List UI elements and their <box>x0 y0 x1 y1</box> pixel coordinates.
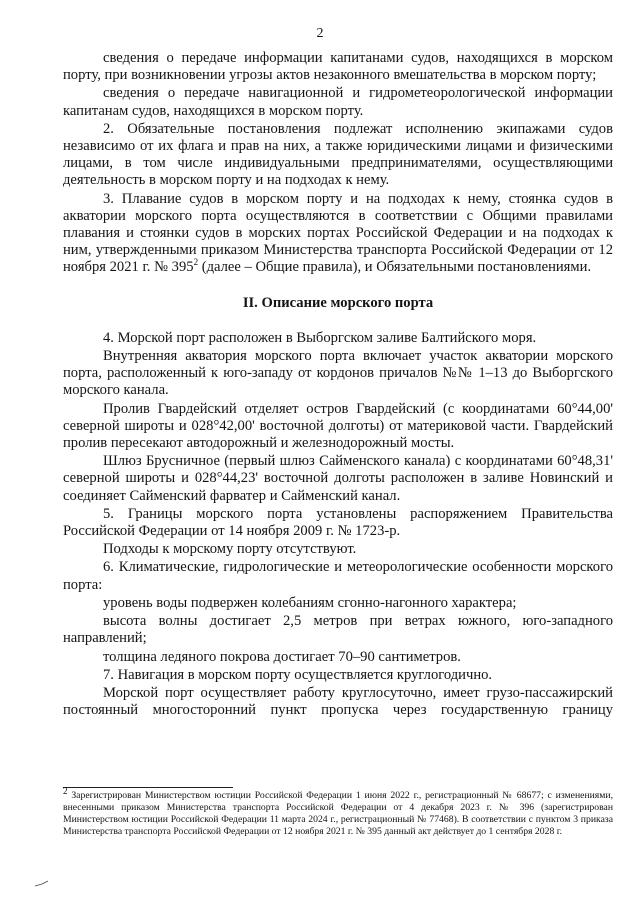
paragraph: сведения о передаче информации капитанами судов, находящихся в морском порту, при возникновении угрозы актов незаконного вмешательства в морском порту; <box>63 50 613 84</box>
paragraph: уровень воды подвержен колебаниям сгонно-нагонного характера; <box>103 594 517 611</box>
section-heading: II. Описание морского порта <box>242 294 434 311</box>
paragraph: высота волны достигает 2,5 метров при ветрах южного, юго-западного направлений; <box>63 613 613 647</box>
paragraph: 7. Навигация в морском порту осуществляется круглогодично. <box>103 666 493 683</box>
paragraph: 5. Границы морского порта установлены распоряжением Правительства Российской Федерации от 14 ноября 2009 г. № 1723-р. <box>63 505 613 540</box>
paragraph: Шлюз Брусничное (первый шлюз Сайменского канала) с координатами 60°48,31' северной широты и 028°44,23' восточной долготы расположен в заливе Новинский и соединяет Сайменский фарватер и Сайменский канал. <box>63 453 613 504</box>
footnote-reference: 2 <box>193 257 199 268</box>
footnote-text: Зарегистрирован Министерством юстиции Российской Федерации 1 июня 2022 г., регистрационный № 68677; с изменениями, внесенными приказом Министерства транспорта Российской Федерации от 4 декабря 2023 г. № 396 (зарегистрирован Министерством юстиции Российской Федерации 11 марта 2024 г., регистрационный № 77468). В соответствии с пунктом 3 приказа Министерства транспорта Российской Федерации от 12 ноября 2021 г. № 395 данный акт действует до 1 сентября 2028 г. <box>63 790 613 837</box>
paragraph: 2. Обязательные постановления подлежат исполнению экипажами судов независимо от их флага и прав на них, а также юридическими лицами и физическими лицами, в том числе индивидуальными предпринимателями, осуществляющими деятельность в морском порту и на подходах к нему. <box>63 120 613 189</box>
footnote-number: 2 <box>63 785 68 796</box>
paragraph <box>63 191 613 277</box>
paragraph: 4. Морской порт расположен в Выборгском заливе Балтийского моря. <box>103 329 537 346</box>
page-number: 2 <box>316 26 324 41</box>
paragraph: Подходы к морскому порту отсутствуют. <box>103 541 357 558</box>
paragraph: сведения о передаче навигационной и гидрометеорологической информации капитанам судов, находящихся в морском порту. <box>63 85 613 119</box>
footnote <box>63 785 613 838</box>
footnotes <box>63 787 613 838</box>
paragraph-text: 3. Плавание судов в морском порту и на подходах к нему, стоянка судов в акватории морского порта осуществляются в соответствии с Общими правилами плавания и стоянки судов в морских портах Российской Федерации и на подходах к ним, утвержденными приказом Министерства транспорта Российской Федерации от 12 ноября 2021 г. № 395 <box>63 190 613 276</box>
pen-mark-icon <box>34 880 50 888</box>
paragraph-text-continued: (далее – Общие правила), и Обязательными постановлениями. <box>201 259 592 276</box>
paragraph: толщина ледяного покрова достигает 70–90 сантиметров. <box>103 648 461 665</box>
document-body <box>63 50 613 720</box>
footnote-divider <box>63 787 233 788</box>
paragraph: Пролив Гвардейский отделяет остров Гвардейский (с координатами 60°44,00' северной широты и 028°42,00' восточной долготы) от материковой части. Гвардейский пролив пересекают автодорожный и железнодорожный мосты. <box>63 400 613 452</box>
paragraph: Морской порт осуществляет работу круглосуточно, имеет грузо-пассажирский постоянный многосторонний пункт пропуска через государственную границу <box>63 684 613 719</box>
paragraph: Внутренняя акватория морского порта включает участок акватории морского порта, расположенный к юго-западу от кордонов причалов №№ 1–13 до Выборгского морского канала. <box>63 348 613 399</box>
paragraph: 6. Климатические, гидрологические и метеорологические особенности морского порта: <box>63 559 613 593</box>
